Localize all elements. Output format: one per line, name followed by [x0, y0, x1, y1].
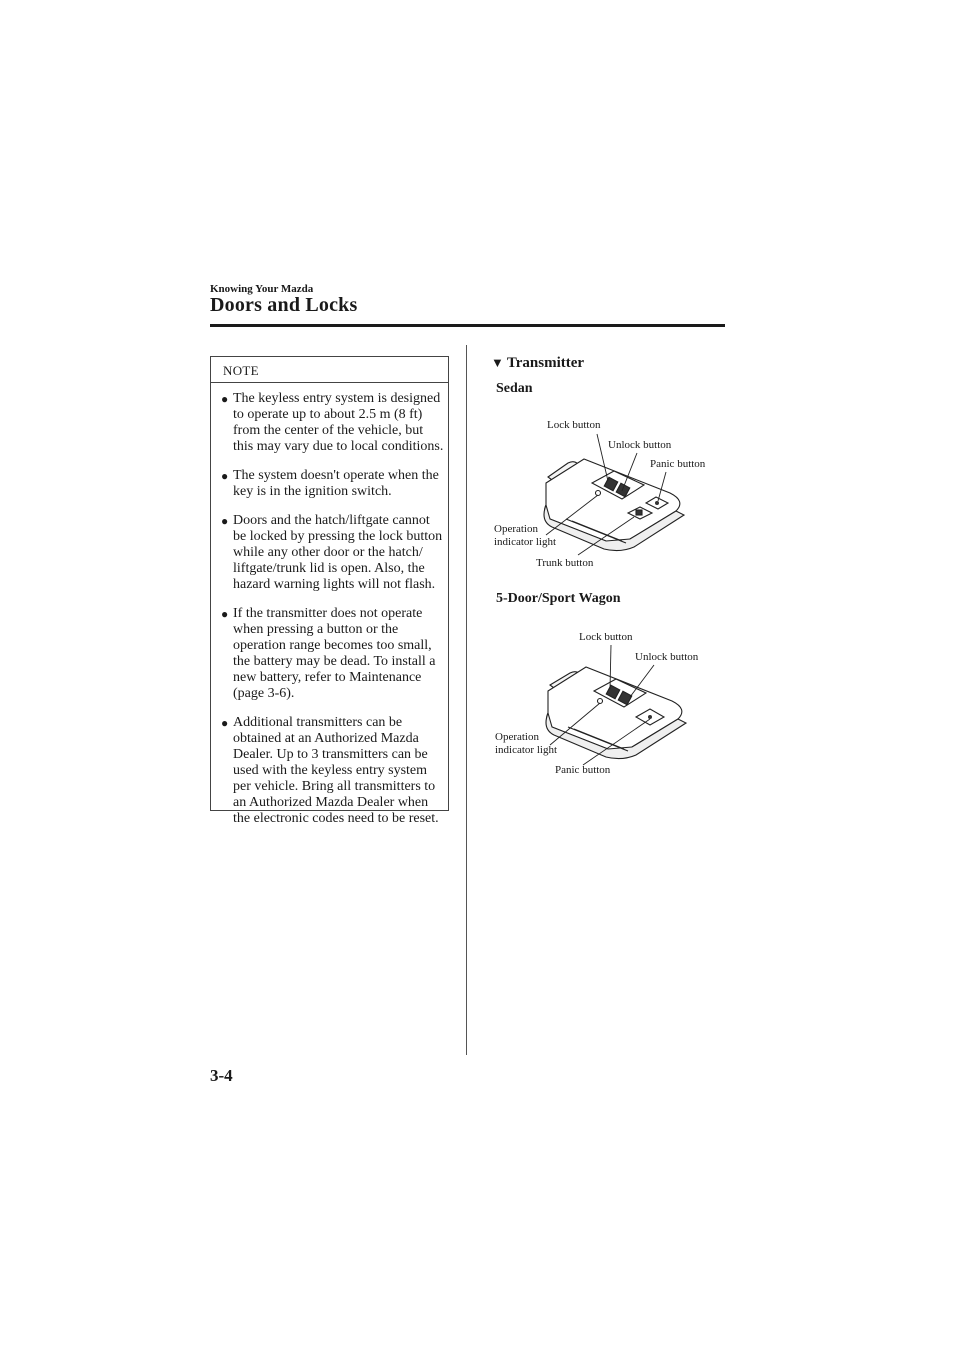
callout-panic-button: Panic button [555, 764, 611, 776]
wagon-label: 5-Door/Sport Wagon [496, 591, 621, 606]
section-label: Knowing Your Mazda [210, 283, 314, 295]
sedan-label: Sedan [496, 381, 533, 396]
transmitter-heading [491, 355, 584, 372]
bullet-icon: ● [221, 607, 229, 621]
sedan-transmitter-figure [480, 415, 730, 575]
callout-operation-light [495, 731, 557, 757]
note-item-text: The system doesn't operate when the key is in the ignition switch. [233, 468, 439, 499]
note-item [211, 606, 444, 702]
wagon-key-fob-illustration [480, 625, 730, 785]
callout-operation-line1: Operation [494, 523, 538, 535]
callout-lock-button: Lock button [579, 631, 633, 643]
bullet-icon: ● [221, 392, 229, 406]
note-item [211, 468, 444, 500]
callout-unlock-button: Unlock button [608, 439, 672, 451]
callout-operation-line2: indicator light [494, 536, 557, 548]
note-item-text: If the transmitter does not operate when pressing a button or the operation range becomes too small, the battery may be dead. To install a new battery, refer to Maintenance (page 3-6). [233, 606, 436, 701]
bullet-icon: ● [221, 514, 229, 528]
note-item-text: Additional transmitters can be obtained at an Authorized Mazda Dealer. Up to 3 transmitters can be used with the keyless entry system per vehicle. Bring all transmitters to an Authorized Mazda Dealer when the electronic codes need to be reset. [233, 715, 439, 826]
wagon-transmitter-figure [480, 625, 730, 785]
callout-lock-button: Lock button [547, 419, 601, 431]
bullet-icon: ● [221, 469, 229, 483]
note-list [211, 391, 448, 827]
callout-trunk-button: Trunk button [536, 557, 594, 569]
triangle-down-icon: ▼ [491, 355, 504, 370]
note-item [211, 513, 444, 593]
title-rule [210, 324, 725, 327]
callout-panic-button: Panic button [650, 458, 706, 470]
note-item-text: Doors and the hatch/liftgate cannot be locked by pressing the lock button while any other door or the hatch/ liftgate/trunk lid is open. Also, the hazard warning lights will not flash. [233, 513, 443, 592]
note-item-text: The keyless entry system is designed to operate up to about 2.5 m (8 ft) from the center of the vehicle, but this may vary due to local conditions. [233, 391, 444, 454]
page-title: Doors and Locks [210, 294, 358, 316]
callout-operation-line1: Operation [495, 731, 539, 743]
page-number: 3-4 [210, 1066, 233, 1085]
note-item [211, 391, 444, 455]
note-item [211, 715, 444, 827]
transmitter-heading-text: Transmitter [506, 355, 585, 371]
note-label: NOTE [211, 357, 448, 383]
callout-unlock-button: Unlock button [635, 651, 699, 663]
sedan-key-fob-illustration [480, 415, 730, 575]
note-box [210, 356, 449, 826]
bullet-icon: ● [221, 716, 229, 730]
callout-operation-line2: indicator light [495, 744, 558, 756]
column-divider [466, 345, 467, 1055]
callout-operation-light [494, 523, 556, 549]
